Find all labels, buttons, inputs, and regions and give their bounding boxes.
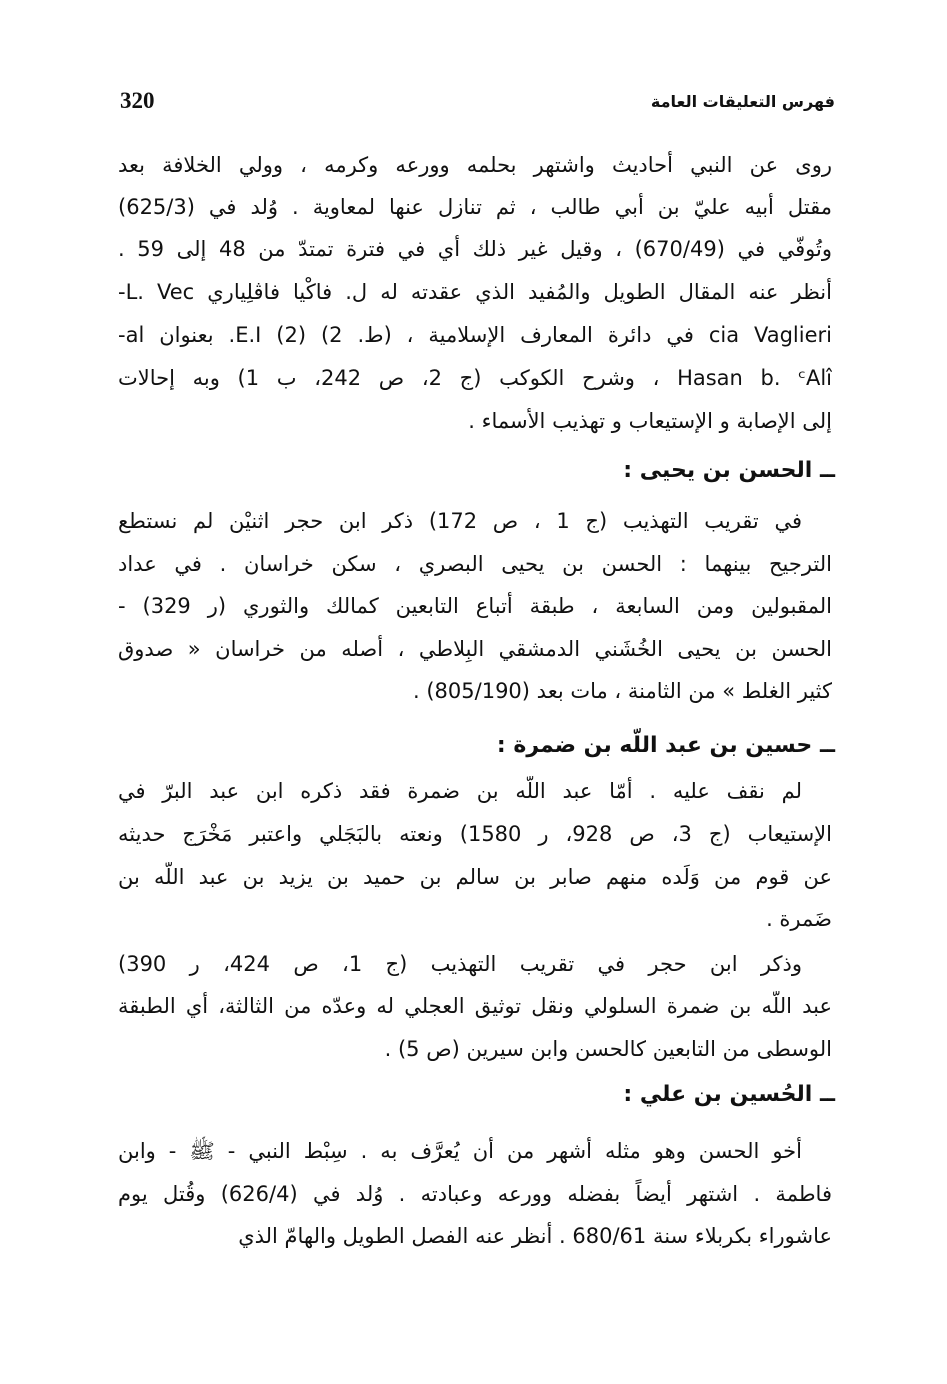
paragraph-line: إلى الإصابة و الإستيعاب و تهذيب الأسماء . (468, 409, 832, 433)
entry-heading: ــ الحُسين بن علي : (623, 1082, 835, 1107)
paragraph-line: أخو الحسن وهو مثله أشهر من أن يُعرَّف به . سِبْط النبي - ﷺ - وابن (118, 1139, 802, 1163)
paragraph-line: أنظر عنه المقال الطويل والمُفيد الذي عقدته له ل. فاكْيا فاڤلِياري L. Vec- (118, 280, 832, 304)
paragraph-line: مقتل أبيه عليّ بن أبي طالب ، ثم تنازل عنها لمعاوية . وُلد في (625/3) (118, 195, 832, 219)
paragraph-line: وذكر ابن حجر في تقريب التهذيب (ج 1، ص 424، ر 390) (118, 952, 802, 976)
paragraph-line: روى عن النبي أحاديث واشتهر بحلمه وورعه وكرمه ، وولي الخلافة بعد (118, 153, 832, 177)
paragraph-line: Hasan b. ᶜAlî ، وشرح الكوكب (ج 2، ص 242، ب 1) وبه إحالات (118, 366, 832, 390)
paragraph-line: فاطمة . اشتهر أيضاً بفضله وورعه وعبادته . وُلد في (626/4) وقُتل يوم (118, 1182, 832, 1206)
paragraph-line: cia Vaglieri في دائرة المعارف الإسلامية ، (ط. 2) (2) E.I. بعنوان al- (118, 323, 832, 347)
entry-heading: ــ الحسن بن يحيى : (623, 458, 835, 483)
paragraph-line: الوسطى من التابعين كالحسن وابن سيرين (ص 5) . (384, 1037, 832, 1061)
page-number: 320 (120, 88, 155, 113)
paragraph-line: الحسن بن يحيى الخُشَني الدمشقي البِلاطي ، أصله من خراسان « صدوق (118, 637, 832, 661)
paragraph-line: عن قوم من وَلَده منهم صابر بن سالم بن حميد بن يزيد بن عبد اللّه بن (118, 865, 832, 889)
paragraph-line: الترجيح بينهما : الحسن بن يحيى البصري ، سكن خراسان . في عداد (118, 552, 832, 576)
paragraph-line: ضَمرة . (766, 907, 832, 931)
running-title: فهرس التعليقات العامة (650, 92, 835, 111)
paragraph-line: لم نقف عليه . أمّا عبد اللّه بن ضمرة فقد ذكره ابن عبد البرّ في (118, 779, 802, 803)
paragraph-line: كثير الغلط » من الثامنة ، مات بعد (805/190) . (413, 679, 832, 703)
entry-heading: ــ حسين بن عبد اللّه بن ضمرة : (496, 733, 835, 758)
paragraph-line: عبد اللّه بن ضمرة السلولي ونقل توثيق العجلي له وعدّه من الثالثة، أي الطبقة (118, 994, 832, 1018)
paragraph-line: الإستيعاب (ج 3، ص 928، ر 1580) ونعته بالبَجَلي واعتبر مَخْرَج حديثه (118, 822, 832, 846)
paragraph-line: عاشوراء بكربلاء سنة 680/61 . أنظر عنه الفصل الطويل والهامّ الذي (238, 1224, 832, 1248)
paragraph-line: وتُوفّي في (670/49) ، وقيل غير ذلك أي في فترة تمتدّ من 48 إلى 59 . (118, 237, 832, 261)
paragraph-line: في تقريب التهذيب (ج 1 ، ص 172) ذكر ابن حجر اثنيْن لم نستطع (118, 509, 802, 533)
paragraph-line: المقبولين ومن السابعة ، طبقة أتباع التابعين كمالك والثوري (ر 329) - (118, 594, 832, 618)
